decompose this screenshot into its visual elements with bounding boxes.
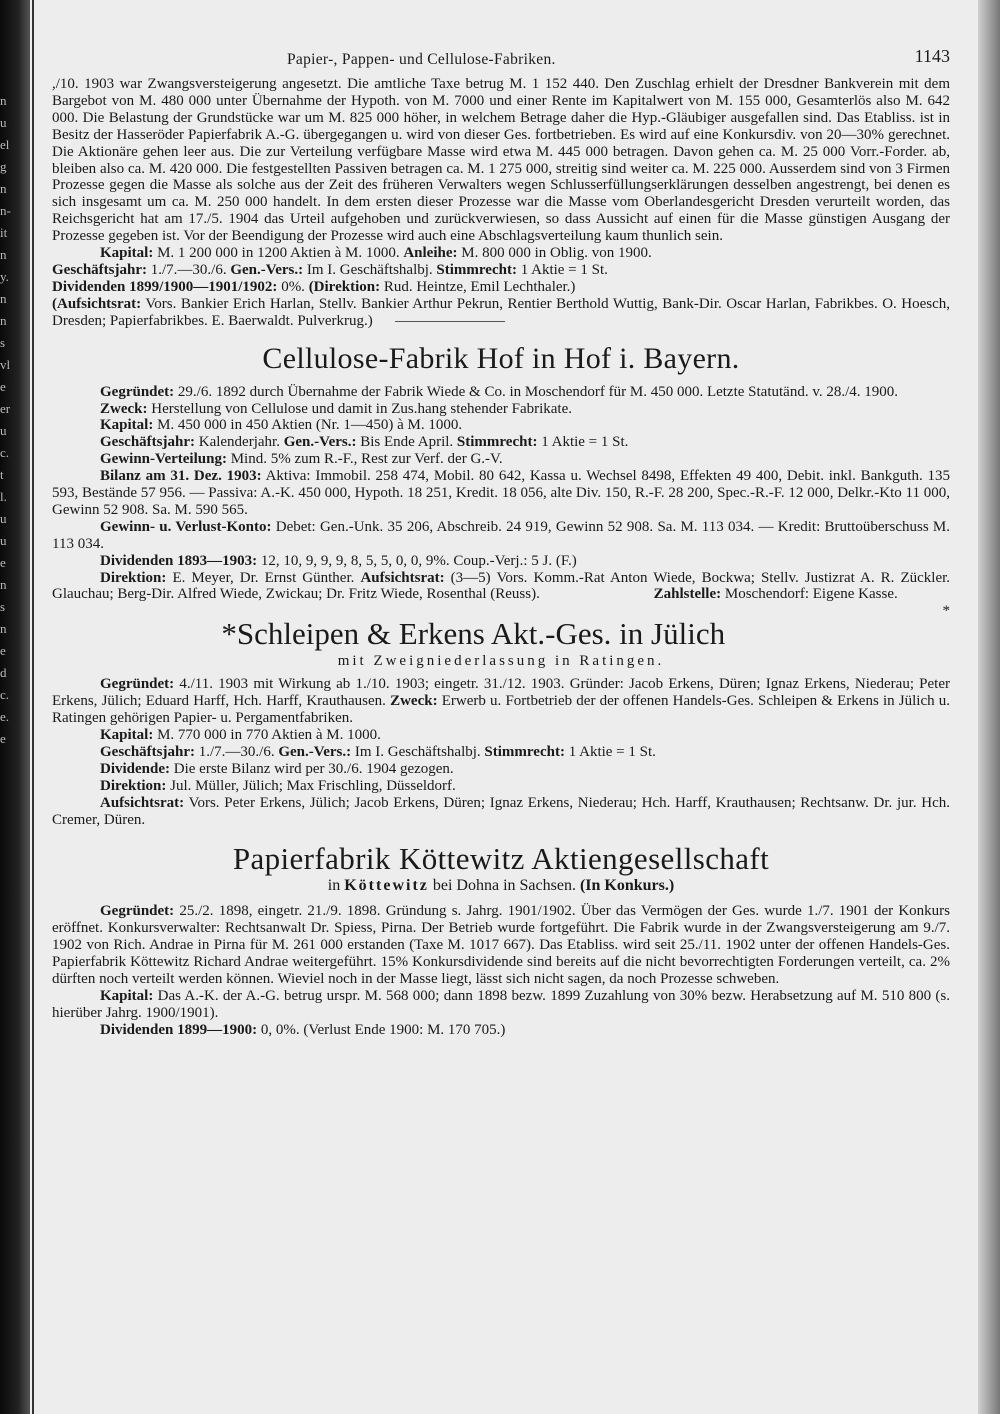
direktion-text: E. Meyer, Dr. Ernst Günther.	[172, 569, 355, 586]
facing-page-fragments	[0, 90, 22, 790]
zahlstelle-text: Moschendorf: Eigene Kasse.	[724, 586, 898, 603]
entry-schleipen-erkens	[52, 617, 950, 828]
margin-fragment: e	[0, 643, 6, 658]
stimmrecht-text: 1 Aktie = 1 St.	[541, 434, 629, 451]
section-continuation	[52, 76, 950, 330]
running-head-title: Papier-, Pappen- und Cellulose-Fabriken.	[287, 51, 556, 68]
direktion-label: (Direktion:	[308, 278, 381, 295]
footnote-star: *	[942, 603, 950, 620]
kapital-line	[52, 245, 950, 262]
dividenden-label: Dividenden 1899—1900:	[100, 1021, 258, 1038]
margin-fragment: u	[0, 115, 7, 130]
gegruendet-paragraph	[52, 384, 950, 401]
margin-fragment: n	[0, 291, 7, 306]
gj-label: Geschäftsjahr:	[100, 743, 195, 760]
dividende-text: Die erste Bilanz wird per 30./6. 1904 gezogen.	[173, 760, 454, 777]
geschaeftsjahr-line	[52, 262, 950, 279]
margin-fragment: el	[0, 137, 10, 152]
stimmrecht-label: Stimmrecht:	[436, 261, 517, 278]
margin-fragment: n	[0, 93, 7, 108]
document-page	[52, 40, 950, 1390]
geschaeftsjahr-line	[52, 744, 950, 761]
entry-subtitle	[52, 878, 950, 895]
section-divider	[395, 321, 505, 322]
konkurs-badge: (In Konkurs.)	[579, 877, 675, 895]
zahlstelle-label: Zahlstelle:	[653, 586, 722, 603]
direktion-paragraph	[52, 569, 951, 620]
margin-fragment: u	[0, 423, 7, 438]
dividende-label: Dividende:	[100, 760, 171, 777]
gv-text: Im I. Geschäftshalbj.	[354, 743, 481, 760]
zweck-label: Zweck:	[390, 693, 438, 710]
entry-papierfabrik-koettewitz	[52, 842, 950, 1038]
gj-text: Kalenderjahr.	[198, 434, 280, 451]
margin-fragment: er	[0, 401, 11, 416]
gj-label: Geschäftsjahr:	[100, 434, 195, 451]
dividenden-line	[52, 553, 950, 570]
margin-fragment: d	[0, 665, 7, 680]
dividenden-line	[52, 1022, 950, 1039]
margin-fragment: n	[0, 621, 7, 636]
aufsichtsrat-label: Aufsichtsrat:	[100, 794, 185, 811]
margin-fragment: s	[0, 599, 6, 614]
subtitle-place: Köttewitz	[344, 877, 429, 895]
margin-fragment: g	[0, 159, 7, 174]
kapital-line	[52, 417, 950, 434]
zweck-label: Zweck:	[100, 400, 148, 417]
aufsichtsrat-text: Vors. Bankier Erich Harlan, Stellv. Bankier Arthur Pekrun, Rentier Berthold Wuttig, Bank-Dir. Oscar Harlan, Fabrikbes. O. Hoesch, Dresden; Papierfabrikbes. E. Baerwaldt. Pulverkrug.)	[52, 295, 951, 329]
guv-text: Debet: Gen.-Unk. 35 206, Abschreib. 24 919, Gewinn 52 908. Sa. M. 113 034. — Kredit: Bruttoüberschuss M. 113 034.	[52, 518, 951, 552]
entry-cellulose-fabrik-hof	[52, 341, 951, 620]
gegruendet-paragraph	[52, 903, 950, 988]
dividenden-line	[52, 279, 950, 296]
binding-edge	[32, 0, 34, 1414]
anleihe-text: M. 800 000 in Oblig. von 1900.	[461, 245, 652, 262]
page-edge-shadow	[978, 0, 1000, 1414]
margin-fragment: n	[0, 247, 7, 262]
margin-fragment: t	[0, 467, 4, 482]
bilanz-label: Bilanz am 31. Dez. 1903:	[100, 468, 262, 485]
margin-fragment: u	[0, 511, 7, 526]
gewinn-verteilung-line	[52, 451, 950, 468]
entry-subtitle: mit Zweigniederlassung in Ratingen.	[337, 653, 665, 670]
gj-text: 1./7.—30./6.	[150, 261, 227, 278]
kapital-line	[52, 727, 950, 744]
direktion-text: Jul. Müller, Jülich; Max Frischling, Düsseldorf.	[170, 777, 456, 794]
margin-fragment: n-	[0, 203, 11, 218]
kapital-text: M. 770 000 in 770 Aktien à M. 1000.	[157, 727, 381, 743]
subtitle-rest: bei Dohna in Sachsen.	[432, 877, 576, 895]
anleihe-label: Anleihe:	[403, 245, 458, 262]
margin-fragment: l.	[0, 489, 7, 504]
kapital-label: Kapital:	[100, 987, 154, 1004]
kapital-text: Das A.-K. der A.-G. betrug urspr. M. 568 000; dann 1898 bezw. 1899 Zuzahlung von 30% bezw. Herabsetzung auf M. 510 800 (s. hierüber Jahrg. 1900/1901).	[52, 987, 950, 1021]
direktion-label: Direktion:	[100, 777, 167, 794]
gegruendet-text: 25./2. 1898, eingetr. 21./9. 1898. Gründung s. Jahrg. 1901/1902. Über das Vermögen der Ges. wurde 1./7. 1901 der Konkurs eröffnet. Konkursverwalter: Rechtsanwalt Dr. Spiess, Pirna. Der Betrieb wurde fortgeführt. Die Fabrik wurde in der Zwangsversteigerung am 9./7. 1902 von Rich. Andrae in Pirna für M. 261 000 erstanden (Taxe M. 1017 667). Das Etabliss. wird seit 25./11. 1902 unter der offenen Handels-Ges. Papierfabrik Köttewitz Richard Andrae weitergeführt. 15% Konkursdividende sind bereits auf die nicht bevorrechtigten Forderungen verteilt, ca. 2% dürften noch verteilt werden können. Wieviel noch in der Masse liegt, lässt sich nicht sagen, da noch Prozesse schweben.	[52, 903, 950, 987]
aufsichtsrat-paragraph	[52, 795, 950, 829]
guv-paragraph	[52, 519, 950, 553]
kapital-text: M. 450 000 in 450 Aktien (Nr. 1—450) à M. 1000.	[157, 417, 463, 434]
gegruendet-label: Gegründet:	[100, 676, 175, 693]
guv-label: Gewinn- u. Verlust-Konto:	[100, 518, 272, 535]
dividenden-label: Dividenden 1893—1903:	[100, 552, 258, 569]
zweck-text: Herstellung von Cellulose und damit in Zus.hang stehender Fabrikate.	[151, 400, 572, 417]
gj-label: Geschäftsjahr:	[52, 261, 147, 278]
zweck-text: Erwerb u. Fortbetrieb der der offenen Handels-Ges. Schleipen & Erkens in Jülich u. Ratingen gehörigen Papier- u. Pergamentfabriken.	[52, 693, 951, 727]
stimmrecht-label: Stimmrecht:	[484, 743, 565, 760]
gegruendet-paragraph	[52, 676, 950, 727]
page-number: 1143	[914, 46, 950, 66]
margin-fragment: y.	[0, 269, 9, 284]
gv-label: Gen.-Vers.:	[283, 434, 357, 451]
continuation-paragraph: ,/10. 1903 war Zwangsversteigerung angesetzt. Die amtliche Taxe betrug M. 1 152 440. Den Zuschlag erhielt der Dresdner Bankverein mit dem Bargebot von M. 480 000 unter Übernahme der Hypoth. von M. 7000 und einer Rente im Kapitalwert von M. 155 000, Gesamterlös also M. 642 000. Die Belastung der Grundstücke war um M. 825 000 höher, in welchem Betrage daher die Hyp.-Gläubiger ausgefallen sind. Das Etabliss. ist in Besitz der Hasseröder Papierfabrik A.-G. übergegangen u. wird von dieser Ges. fortbetrieben. Es wird auf eine Konkursdiv. von 20—30% gerechnet. Die Aktionäre gehen leer aus. Die zur Verteilung verfügbare Masse wird etwa M. 445 000 betragen. Davon gehen ca. M. 25 000 Vorr.-Forder. ab, bleiben also ca. M. 420 000. Die festgestellten Passiven betragen ca. M. 1 275 000, streitig sind weiter ca. M. 225 000. Ausserdem sind von 3 Firmen Prozesse gegen die Masse als solche aus der Zeit des früheren Verwalters wegen Schlusserfüllungserklärungen desselben angestrengt, bei denen es sich insgesamt um ca. M. 250 000 handelt. In dem ersten dieser Prozesse war die Masse vom Oberlandesgericht Dresden verurteilt worden, das Reichsgericht hat am 17./5. 1904 das Urteil aufgehoben und zurückverwiesen, so dass Aussicht auf einen für die Masse günstigen Ausgang der Prozesse gegeben ist. Vor der Beendigung der Prozesse wird auch eine Abschlagsverteilung kaum thunlich sein.	[52, 76, 950, 245]
running-head	[52, 40, 950, 70]
kapital-label: Kapital:	[100, 245, 154, 262]
margin-fragment: n	[0, 313, 7, 328]
bilanz-paragraph	[52, 468, 950, 519]
gewinn-verteilung-label: Gewinn-Verteilung:	[100, 451, 227, 468]
margin-fragment: vl	[0, 357, 11, 372]
margin-fragment: e.	[0, 709, 10, 724]
direktion-line	[52, 778, 950, 795]
aufsichtsrat-text: (3—5) Vors. Komm.-Rat Anton Wiede, Bockwa; Stellv. Justizrat A. R. Zückler. Glauchau; Berg-Dir. Alfred Wiede, Zwickau; Dr. Fritz Wiede, Rosenthal (Reuss).	[52, 569, 951, 603]
kapital-label: Kapital:	[100, 727, 154, 743]
gegruendet-label: Gegründet:	[100, 383, 175, 400]
dividenden-text: 0, 0%. (Verlust Ende 1900: M. 170 705.)	[260, 1021, 506, 1038]
dividenden-text: 0%.	[281, 278, 305, 295]
zweck-line	[52, 401, 950, 418]
margin-fragment: n	[0, 577, 7, 592]
aufsichtsrat-label: Aufsichtsrat:	[360, 569, 445, 586]
margin-fragment: e	[0, 555, 6, 570]
margin-fragment: c.	[0, 445, 10, 460]
bilanz-text: Aktiva: Immobil. 258 474, Mobil. 80 642, Kassa u. Wechsel 8498, Effekten 49 400, Debit. inkl. Bankguth. 135 593, Bestände 57 956. — Passiva: A.-K. 450 000, Hypoth. 18 251, Kredit. 18 056, alte Div. 150, R.-F. 28 200, Spec.-R.-F. 12 000, Delkr.-Kto 11 000, Gewinn 52 908. Sa. M. 590 565.	[52, 468, 950, 518]
entry-title: *Schleipen & Erkens Akt.-Ges. in Jülich	[221, 616, 726, 652]
margin-fragment: n	[0, 181, 7, 196]
gewinn-verteilung-text: Mind. 5% zum R.-F., Rest zur Verf. der G.-V.	[230, 451, 503, 468]
aufsichtsrat-text: Vors. Peter Erkens, Jülich; Jacob Erkens, Düren; Ignaz Erkens, Niederau; Hch. Harff, Krauthausen; Rechtsanw. Dr. jur. Hch. Cremer, Düren.	[52, 794, 950, 828]
dividenden-text: 12, 10, 9, 9, 9, 8, 5, 5, 0, 0, 9%. Coup.-Verj.: 5 J. (F.)	[260, 552, 577, 569]
gv-label: Gen.-Vers.:	[278, 743, 352, 760]
dividende-line	[52, 761, 950, 778]
kapital-label: Kapital:	[100, 417, 154, 434]
direktion-text: Rud. Heintze, Emil Lechthaler.)	[383, 278, 576, 295]
stimmrecht-text: 1 Aktie = 1 St.	[520, 261, 608, 278]
kapital-text: M. 1 200 000 in 1200 Aktien à M. 1000.	[157, 245, 400, 262]
gj-text: 1./7.—30./6.	[198, 743, 275, 760]
gegruendet-text: 29./6. 1892 durch Übernahme der Fabrik Wiede & Co. in Moschendorf für M. 450 000. Letzte Statutänd. v. 28./4. 1900.	[177, 383, 899, 400]
margin-fragment: it	[0, 225, 8, 240]
margin-fragment: c.	[0, 687, 10, 702]
geschaeftsjahr-line	[52, 434, 950, 451]
entry-title: Cellulose-Fabrik Hof in Hof i. Bayern.	[262, 341, 740, 375]
direktion-label: Direktion:	[100, 569, 167, 586]
margin-fragment: e	[0, 379, 6, 394]
margin-fragment: u	[0, 533, 7, 548]
gv-text: Im I. Geschäftshalbj.	[306, 261, 433, 278]
gegruendet-text: 4./11. 1903 mit Wirkung ab 1./10. 1903; eingetr. 31./12. 1903. Gründer: Jacob Erkens, Düren; Ignaz Erkens, Niederau; Peter Erkens, Jülich; Eduard Harff, Hch. Harff, Krauthausen.	[52, 676, 950, 710]
gv-text: Bis Ende April.	[360, 434, 454, 451]
stimmrecht-text: 1 Aktie = 1 St.	[568, 743, 656, 760]
aufsichtsrat-label: (Aufsichtsrat:	[52, 295, 142, 312]
stimmrecht-label: Stimmrecht:	[456, 434, 538, 451]
gegruendet-label: Gegründet:	[100, 903, 175, 920]
kapital-paragraph	[52, 988, 950, 1022]
aufsichtsrat-paragraph	[52, 296, 950, 330]
margin-fragment: s	[0, 335, 6, 350]
margin-fragment: e	[0, 731, 6, 746]
gv-label: Gen.-Vers.:	[230, 261, 304, 278]
dividenden-label: Dividenden 1899/1900—1901/1902:	[52, 278, 278, 295]
subtitle-in: in	[327, 877, 341, 895]
entry-title: Papierfabrik Köttewitz Aktiengesellschaft	[232, 841, 770, 877]
